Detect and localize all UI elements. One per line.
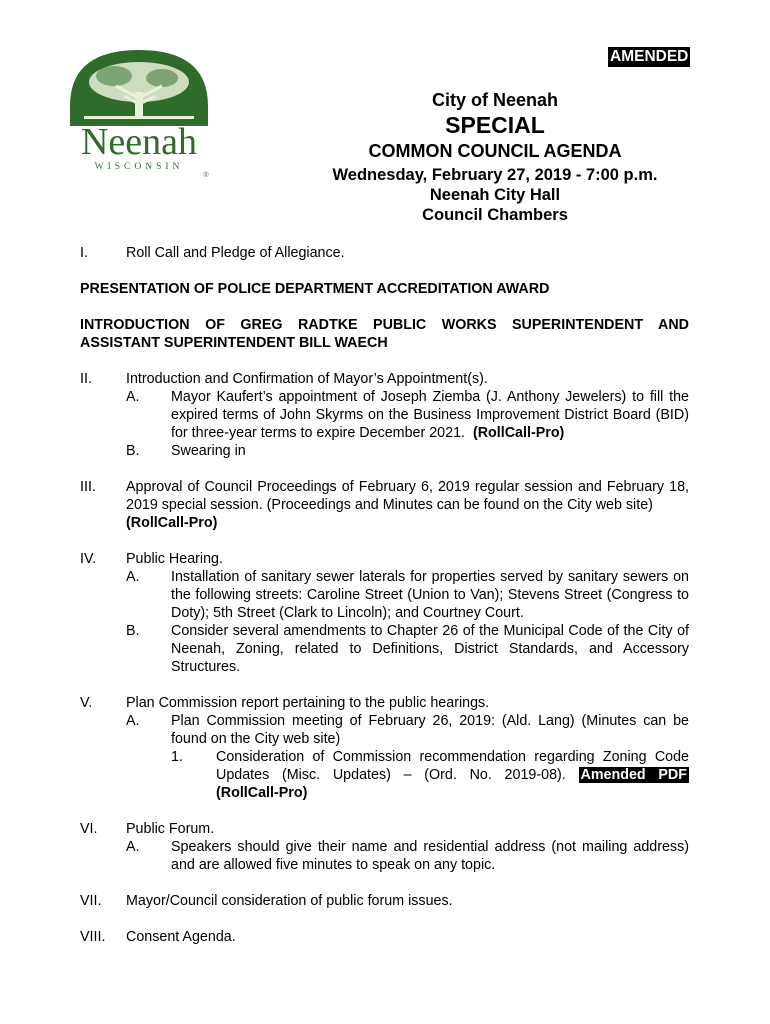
item-i-number: I. bbox=[80, 245, 88, 261]
item-vi-number: VI. bbox=[80, 821, 98, 837]
header-agenda-title: COMMON COUNCIL AGENDA bbox=[368, 141, 622, 161]
introduction-heading-line1: INTRODUCTION OF GREG RADTKE PUBLIC WORKS SUPERINTENDENT AND bbox=[80, 317, 689, 333]
amended-badge: AMENDED bbox=[610, 48, 689, 65]
item-viii-text: Consent Agenda. bbox=[126, 929, 236, 945]
amended-pdf-link[interactable]: Amended PDF bbox=[580, 767, 687, 783]
item-v-1-label: 1. bbox=[171, 749, 183, 765]
item-iv-b-text: Consider several amendments to Chapter 26 of the Municipal Code of the City of Neenah, Zoning, related to Definitions, District Standards, and Accessory Structures. bbox=[171, 623, 689, 675]
item-v-1-vote: (RollCall-Pro) bbox=[216, 785, 308, 801]
item-v-number: V. bbox=[80, 695, 93, 711]
item-v-text: Plan Commission report pertaining to the public hearings. bbox=[126, 695, 490, 711]
registered-mark: ® bbox=[203, 172, 209, 178]
presentation-heading: PRESENTATION OF POLICE DEPARTMENT ACCREDITATION AWARD bbox=[80, 281, 550, 297]
logo-subtitle: WISCONSIN bbox=[94, 162, 184, 172]
item-iii-number: III. bbox=[80, 479, 96, 495]
item-viii-number: VIII. bbox=[80, 929, 106, 945]
item-vii-text: Mayor/Council consideration of public forum issues. bbox=[126, 893, 453, 909]
item-ii-a-text bbox=[171, 388, 689, 442]
item-vi-text: Public Forum. bbox=[126, 821, 215, 837]
item-ii-a-label: A. bbox=[126, 389, 140, 405]
item-ii-text: Introduction and Confirmation of Mayor’s Appointment(s). bbox=[126, 371, 488, 387]
item-iv-number: IV. bbox=[80, 551, 97, 567]
item-ii-b-text: Swearing in bbox=[171, 443, 246, 459]
header-date: Wednesday, February 27, 2019 - 7:00 p.m. bbox=[332, 166, 658, 184]
item-ii-b-label: B. bbox=[126, 443, 140, 459]
item-v-a-text: Plan Commission meeting of February 26, 2019: (Ald. Lang) (Minutes can be found on the City web site) bbox=[171, 713, 689, 747]
item-iii-vote: (RollCall-Pro) bbox=[126, 515, 218, 531]
item-iv-b-label: B. bbox=[126, 623, 140, 639]
item-ii-a-body: Mayor Kaufert’s appointment of Joseph Ziemba (J. Anthony Jewelers) to fill the expired terms of John Skyrms on the Business Improvement District Board (BID) for three-year terms to expire December 2021. bbox=[171, 389, 689, 441]
header-special: SPECIAL bbox=[445, 112, 545, 138]
item-ii-number: II. bbox=[80, 371, 92, 387]
item-v-1-text-line2 bbox=[216, 766, 689, 784]
item-iii-text: Approval of Council Proceedings of February 6, 2019 regular session and February 18, 2019 special session. (Proceedings and Minutes can be found on the City web site) bbox=[126, 479, 689, 513]
item-vi-a-text: Speakers should give their name and residential address (not mailing address) and are allowed five minutes to speak on any topic. bbox=[171, 839, 689, 873]
item-i-text: Roll Call and Pledge of Allegiance. bbox=[126, 245, 345, 261]
item-vi-a-label: A. bbox=[126, 839, 140, 855]
item-vii-number: VII. bbox=[80, 893, 102, 909]
item-iv-text: Public Hearing. bbox=[126, 551, 223, 567]
header-location: Neenah City Hall bbox=[429, 186, 561, 204]
item-v-a-label: A. bbox=[126, 713, 140, 729]
item-iv-a-text: Installation of sanitary sewer laterals for properties served by sanitary sewers on the following streets: Caroline Street (Union to Van); Stevens Street (Congress to Doty); 5th Street (Clark to Lincoln); and Courtney Court. bbox=[171, 569, 689, 621]
city-of-neenah-logo bbox=[64, 48, 214, 178]
header-room: Council Chambers bbox=[422, 206, 568, 224]
item-ii-a-vote: (RollCall-Pro) bbox=[472, 425, 565, 441]
item-iv-a-label: A. bbox=[126, 569, 140, 585]
item-v-1-text-line1: Consideration of Commission recommendation regarding Zoning Code bbox=[216, 749, 689, 765]
header-city: City of Neenah bbox=[431, 90, 559, 110]
item-v-1-text-line2-body: Updates (Misc. Updates) – (Ord. No. 2019-08). bbox=[216, 767, 566, 783]
introduction-heading-line2: ASSISTANT SUPERINTENDENT BILL WAECH bbox=[80, 335, 388, 351]
logo-wordmark: Neenah bbox=[80, 121, 198, 163]
